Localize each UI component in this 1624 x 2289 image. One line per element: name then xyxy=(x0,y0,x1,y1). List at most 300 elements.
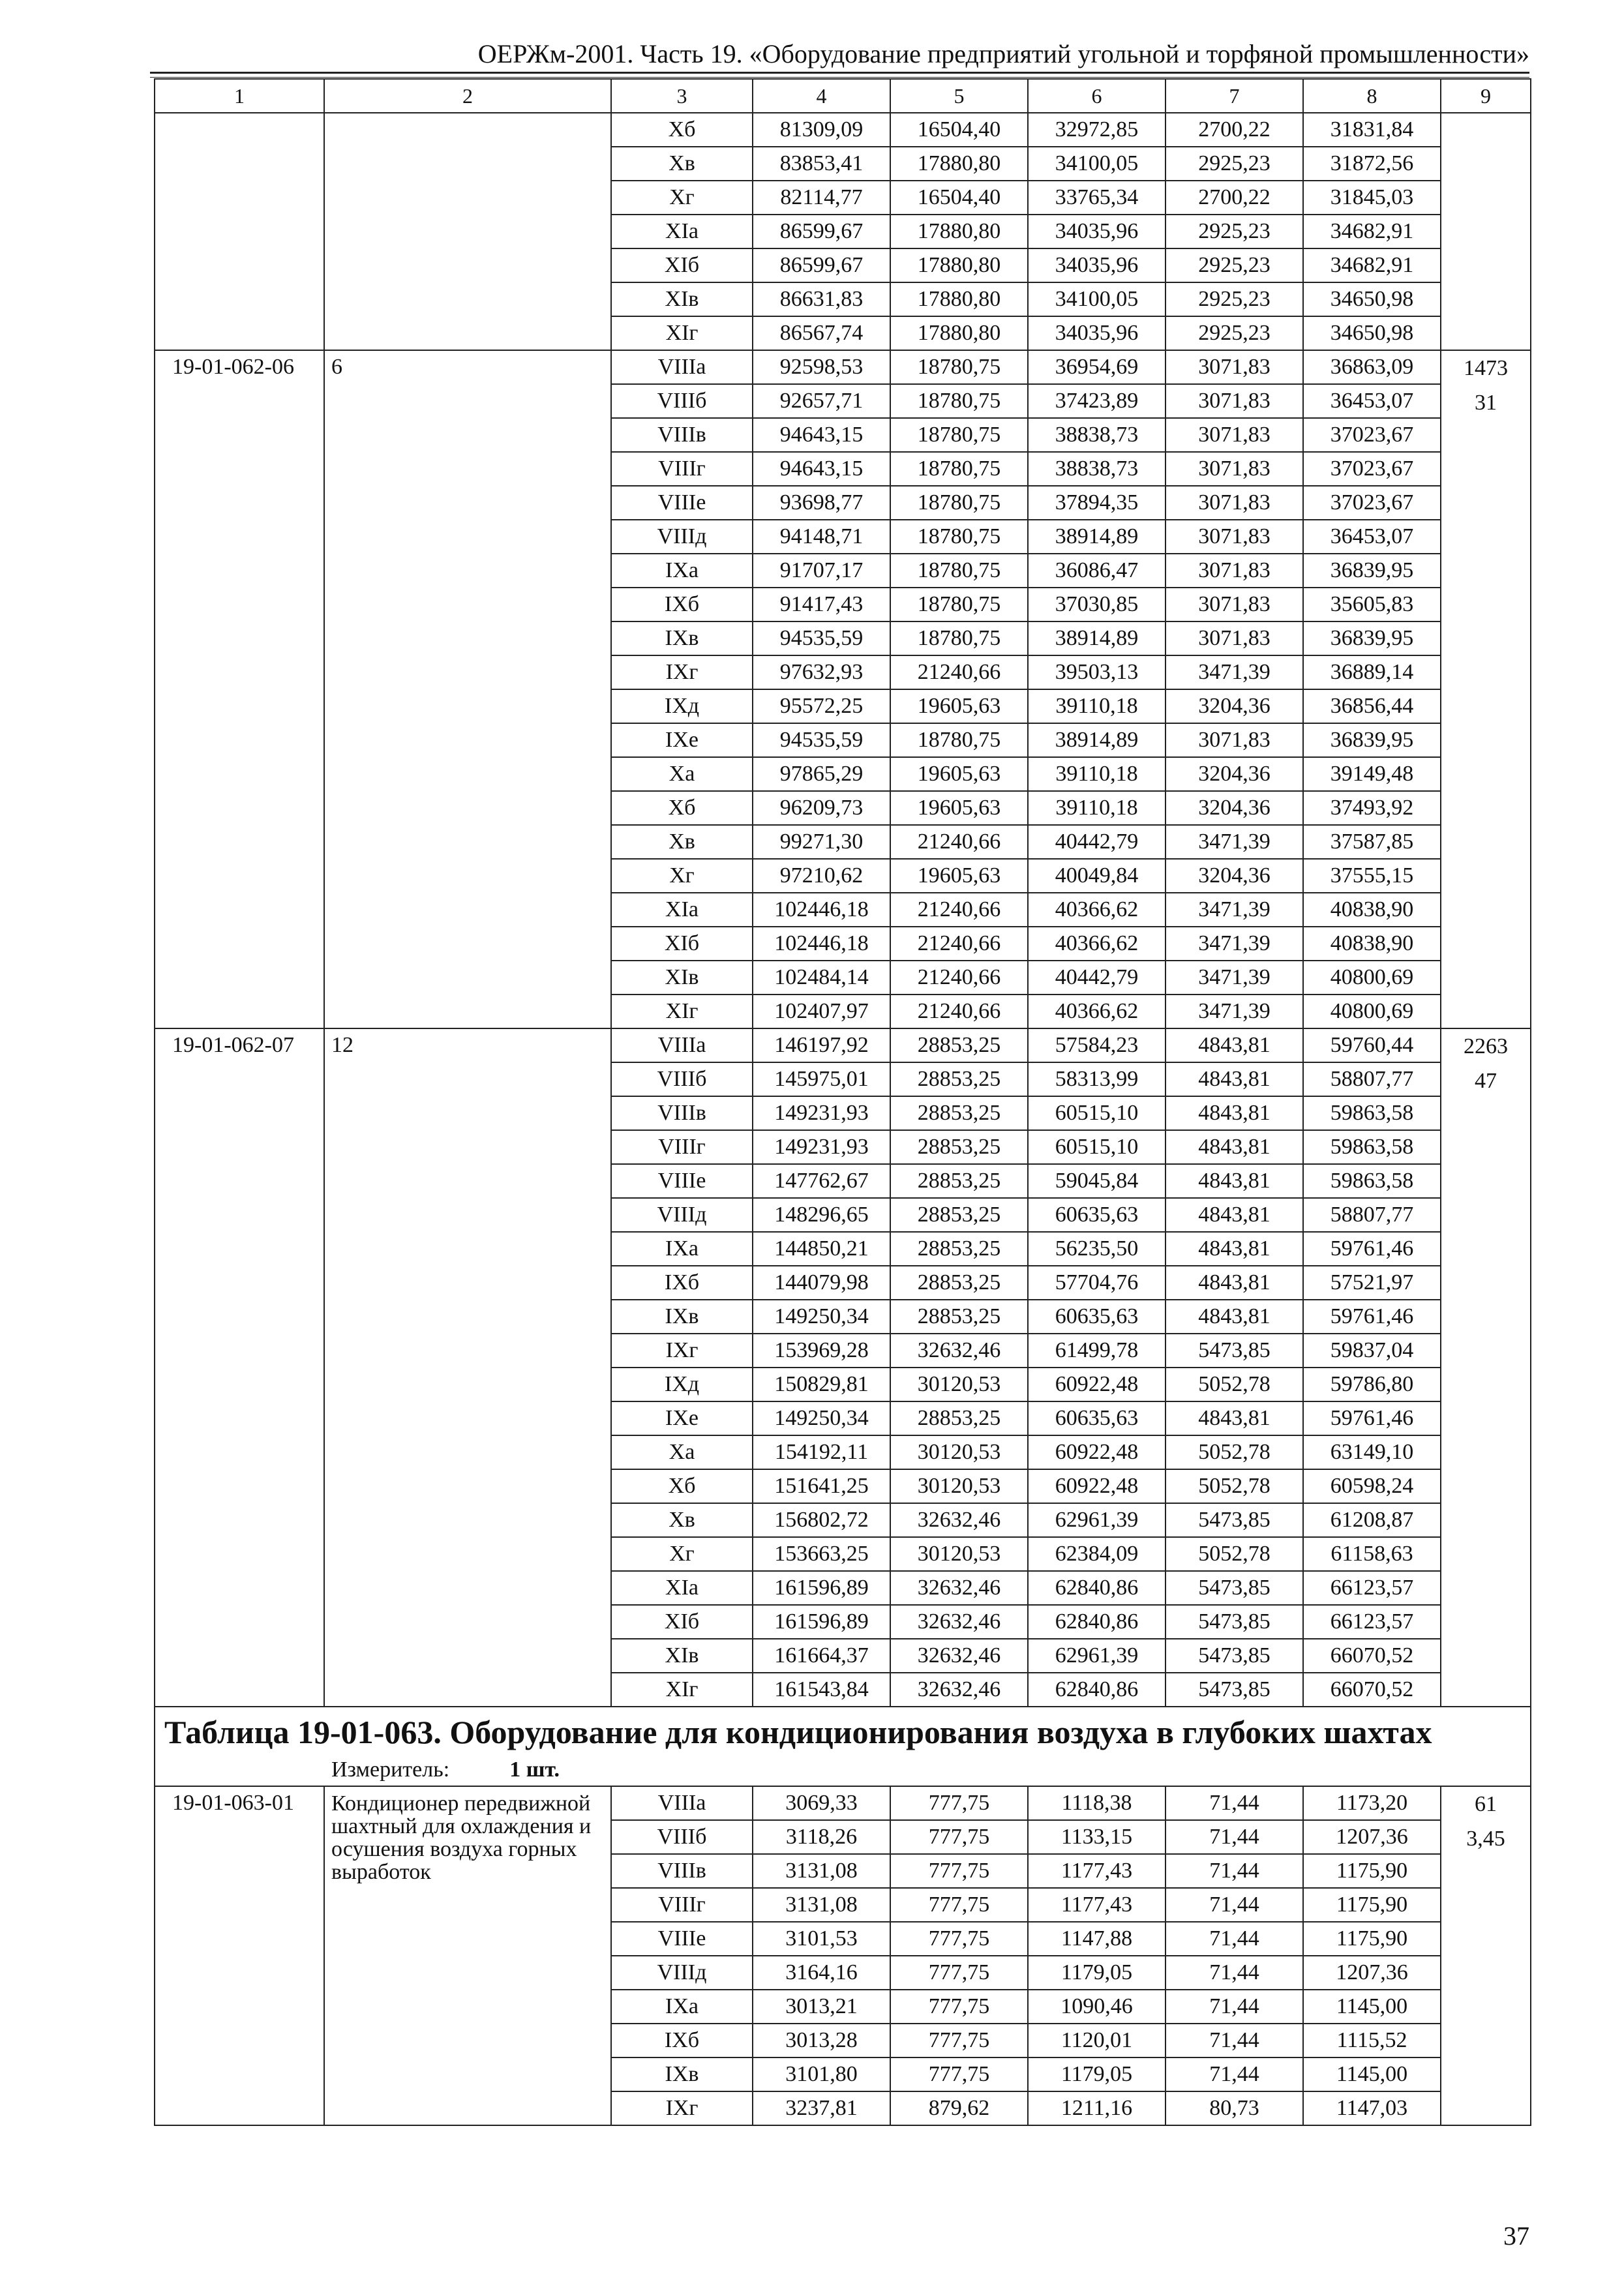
value-cell: 1090,46 xyxy=(1028,1990,1165,2024)
zone-cell: IXа xyxy=(611,554,753,588)
value-cell: 59863,58 xyxy=(1303,1164,1441,1198)
value-cell: 21240,66 xyxy=(890,927,1028,961)
value-cell: 59761,46 xyxy=(1303,1401,1441,1435)
value-cell: 3071,83 xyxy=(1165,520,1303,554)
value-cell: 36856,44 xyxy=(1303,689,1441,723)
value-cell: 34100,05 xyxy=(1028,147,1165,181)
value-cell: 86631,83 xyxy=(753,282,890,316)
value-cell: 156802,72 xyxy=(753,1503,890,1537)
value-cell: 4843,81 xyxy=(1165,1401,1303,1435)
value-cell: 59863,58 xyxy=(1303,1096,1441,1130)
value-cell: 5473,85 xyxy=(1165,1605,1303,1639)
value-cell: 71,44 xyxy=(1165,1786,1303,1820)
value-cell: 40800,69 xyxy=(1303,961,1441,995)
value-cell: 71,44 xyxy=(1165,1820,1303,1854)
table-title: Таблица 19-01-063. Оборудование для кондиционирования воздуха в глубоких шахтах xyxy=(164,1714,1432,1750)
zone-cell: IXг xyxy=(611,655,753,689)
value-cell: 36839,95 xyxy=(1303,723,1441,757)
value-cell: 32972,85 xyxy=(1028,113,1165,147)
value-cell: 18780,75 xyxy=(890,520,1028,554)
value-cell: 71,44 xyxy=(1165,1956,1303,1990)
zone-cell: Хв xyxy=(611,147,753,181)
value-cell: 161664,37 xyxy=(753,1639,890,1673)
value-cell: 71,44 xyxy=(1165,1854,1303,1888)
zone-cell: IXв xyxy=(611,1300,753,1334)
value-cell: 3071,83 xyxy=(1165,554,1303,588)
value-cell: 5473,85 xyxy=(1165,1334,1303,1368)
value-cell: 28853,25 xyxy=(890,1062,1028,1096)
value-cell: 36863,09 xyxy=(1303,350,1441,384)
position-code: 19-01-062-07 xyxy=(155,1028,324,1707)
zone-cell: IXв xyxy=(611,621,753,655)
value-cell: 61499,78 xyxy=(1028,1334,1165,1368)
value-cell: 60515,10 xyxy=(1028,1096,1165,1130)
extra-value: 31 xyxy=(1475,391,1497,415)
value-cell: 18780,75 xyxy=(890,486,1028,520)
value-cell: 777,75 xyxy=(890,1990,1028,2024)
column-number: 2 xyxy=(324,79,611,113)
value-cell: 57521,97 xyxy=(1303,1266,1441,1300)
value-cell: 3118,26 xyxy=(753,1820,890,1854)
value-cell: 60598,24 xyxy=(1303,1469,1441,1503)
zone-cell: VIIIб xyxy=(611,1820,753,1854)
table-row xyxy=(155,1028,1531,1062)
value-cell: 3071,83 xyxy=(1165,621,1303,655)
value-cell: 2925,23 xyxy=(1165,316,1303,350)
zone-cell: IXд xyxy=(611,1368,753,1401)
zone-cell: Ха xyxy=(611,757,753,791)
value-cell: 40838,90 xyxy=(1303,893,1441,927)
value-cell: 37587,85 xyxy=(1303,825,1441,859)
value-cell: 39503,13 xyxy=(1028,655,1165,689)
value-cell: 3013,21 xyxy=(753,1990,890,2024)
zone-cell: IXа xyxy=(611,1990,753,2024)
value-cell: 28853,25 xyxy=(890,1266,1028,1300)
value-cell: 5473,85 xyxy=(1165,1639,1303,1673)
column-number: 6 xyxy=(1028,79,1165,113)
value-cell: 30120,53 xyxy=(890,1537,1028,1571)
value-cell: 59761,46 xyxy=(1303,1300,1441,1334)
value-cell: 1177,43 xyxy=(1028,1888,1165,1922)
zone-cell: VIIIд xyxy=(611,1198,753,1232)
value-cell: 94535,59 xyxy=(753,621,890,655)
value-cell: 3013,28 xyxy=(753,2024,890,2057)
extra-value: 61 xyxy=(1475,1792,1497,1816)
header-rule-thin xyxy=(150,77,1529,78)
value-cell: 3071,83 xyxy=(1165,384,1303,418)
column-number-row xyxy=(155,79,1531,113)
value-cell: 18780,75 xyxy=(890,621,1028,655)
value-cell: 777,75 xyxy=(890,2024,1028,2057)
value-cell: 19605,63 xyxy=(890,859,1028,893)
value-cell: 5473,85 xyxy=(1165,1571,1303,1605)
value-cell: 3071,83 xyxy=(1165,452,1303,486)
value-cell: 37023,67 xyxy=(1303,418,1441,452)
value-cell: 777,75 xyxy=(890,1956,1028,1990)
value-cell: 40049,84 xyxy=(1028,859,1165,893)
value-cell: 39149,48 xyxy=(1303,757,1441,791)
value-cell: 879,62 xyxy=(890,2091,1028,2125)
value-cell: 40442,79 xyxy=(1028,825,1165,859)
value-cell: 1173,20 xyxy=(1303,1786,1441,1820)
column-number: 5 xyxy=(890,79,1028,113)
zone-cell: XIб xyxy=(611,927,753,961)
value-cell: 1133,15 xyxy=(1028,1820,1165,1854)
value-cell: 30120,53 xyxy=(890,1469,1028,1503)
zone-cell: IXв xyxy=(611,2057,753,2091)
value-cell: 57584,23 xyxy=(1028,1028,1165,1062)
measure-label: Измеритель: xyxy=(331,1758,450,1782)
value-cell: 66070,52 xyxy=(1303,1639,1441,1673)
value-cell: 5473,85 xyxy=(1165,1503,1303,1537)
value-cell: 21240,66 xyxy=(890,655,1028,689)
value-cell: 31845,03 xyxy=(1303,181,1441,215)
value-cell: 28853,25 xyxy=(890,1028,1028,1062)
value-cell: 161596,89 xyxy=(753,1605,890,1639)
value-cell: 62840,86 xyxy=(1028,1605,1165,1639)
value-cell: 60515,10 xyxy=(1028,1130,1165,1164)
value-cell: 1211,16 xyxy=(1028,2091,1165,2125)
value-cell: 96209,73 xyxy=(753,791,890,825)
value-cell: 149250,34 xyxy=(753,1300,890,1334)
value-cell: 36839,95 xyxy=(1303,621,1441,655)
value-cell: 36453,07 xyxy=(1303,384,1441,418)
zone-cell: XIа xyxy=(611,215,753,248)
value-cell: 34035,96 xyxy=(1028,215,1165,248)
table-row xyxy=(155,350,1531,384)
column-number: 3 xyxy=(611,79,753,113)
value-cell: 28853,25 xyxy=(890,1130,1028,1164)
value-cell: 21240,66 xyxy=(890,893,1028,927)
value-cell: 82114,77 xyxy=(753,181,890,215)
value-cell: 60635,63 xyxy=(1028,1300,1165,1334)
value-cell: 18780,75 xyxy=(890,723,1028,757)
value-cell: 161596,89 xyxy=(753,1571,890,1605)
zone-cell: Хг xyxy=(611,181,753,215)
column-number: 7 xyxy=(1165,79,1303,113)
value-cell: 92657,71 xyxy=(753,384,890,418)
zone-cell: IXб xyxy=(611,588,753,621)
value-cell: 97210,62 xyxy=(753,859,890,893)
value-cell: 59761,46 xyxy=(1303,1232,1441,1266)
page-number: 37 xyxy=(1503,2221,1529,2251)
extra-value: 3,45 xyxy=(1466,1827,1505,1851)
value-cell: 71,44 xyxy=(1165,2057,1303,2091)
value-cell: 18780,75 xyxy=(890,384,1028,418)
value-cell: 4843,81 xyxy=(1165,1096,1303,1130)
value-cell: 21240,66 xyxy=(890,961,1028,995)
value-cell: 83853,41 xyxy=(753,147,890,181)
extra-cell xyxy=(1441,1786,1531,2125)
zone-cell: XIг xyxy=(611,995,753,1028)
value-cell: 4843,81 xyxy=(1165,1130,1303,1164)
zone-cell: XIг xyxy=(611,316,753,350)
value-cell: 4843,81 xyxy=(1165,1198,1303,1232)
value-cell: 36086,47 xyxy=(1028,554,1165,588)
zone-cell: XIв xyxy=(611,1639,753,1673)
value-cell: 28853,25 xyxy=(890,1164,1028,1198)
value-cell: 777,75 xyxy=(890,1854,1028,1888)
value-cell: 5473,85 xyxy=(1165,1673,1303,1707)
position-code: 19-01-062-06 xyxy=(155,350,324,1028)
measure xyxy=(164,1754,1521,1786)
value-cell: 95572,25 xyxy=(753,689,890,723)
value-cell: 3164,16 xyxy=(753,1956,890,1990)
value-cell: 1207,36 xyxy=(1303,1956,1441,1990)
value-cell: 40366,62 xyxy=(1028,893,1165,927)
value-cell: 58807,77 xyxy=(1303,1062,1441,1096)
zone-cell: IXг xyxy=(611,2091,753,2125)
column-number: 8 xyxy=(1303,79,1441,113)
position-name xyxy=(324,113,611,350)
value-cell: 3101,53 xyxy=(753,1922,890,1956)
value-cell: 3204,36 xyxy=(1165,791,1303,825)
value-cell: 2700,22 xyxy=(1165,181,1303,215)
value-cell: 28853,25 xyxy=(890,1096,1028,1130)
value-cell: 34682,91 xyxy=(1303,215,1441,248)
value-cell: 1175,90 xyxy=(1303,1888,1441,1922)
value-cell: 66123,57 xyxy=(1303,1571,1441,1605)
value-cell: 36453,07 xyxy=(1303,520,1441,554)
column-number: 9 xyxy=(1441,79,1531,113)
value-cell: 2925,23 xyxy=(1165,248,1303,282)
value-cell: 17880,80 xyxy=(890,282,1028,316)
value-cell: 91707,17 xyxy=(753,554,890,588)
value-cell: 2925,23 xyxy=(1165,147,1303,181)
value-cell: 102407,97 xyxy=(753,995,890,1028)
zone-cell: VIIIв xyxy=(611,418,753,452)
zone-cell: XIа xyxy=(611,1571,753,1605)
value-cell: 3471,39 xyxy=(1165,995,1303,1028)
zone-cell: VIIIа xyxy=(611,1028,753,1062)
value-cell: 4843,81 xyxy=(1165,1028,1303,1062)
value-cell: 38838,73 xyxy=(1028,418,1165,452)
value-cell: 2700,22 xyxy=(1165,113,1303,147)
value-cell: 39110,18 xyxy=(1028,791,1165,825)
value-cell: 60635,63 xyxy=(1028,1401,1165,1435)
measure-unit: 1 шт. xyxy=(509,1758,560,1782)
value-cell: 21240,66 xyxy=(890,995,1028,1028)
value-cell: 58807,77 xyxy=(1303,1198,1441,1232)
value-cell: 34650,98 xyxy=(1303,316,1441,350)
value-cell: 91417,43 xyxy=(753,588,890,621)
zone-cell: VIIIд xyxy=(611,1956,753,1990)
zone-cell: VIIIд xyxy=(611,520,753,554)
value-cell: 19605,63 xyxy=(890,757,1028,791)
value-cell: 5052,78 xyxy=(1165,1469,1303,1503)
value-cell: 59863,58 xyxy=(1303,1130,1441,1164)
value-cell: 3471,39 xyxy=(1165,655,1303,689)
value-cell: 39110,18 xyxy=(1028,757,1165,791)
value-cell: 71,44 xyxy=(1165,1922,1303,1956)
value-cell: 102446,18 xyxy=(753,893,890,927)
value-cell: 1179,05 xyxy=(1028,2057,1165,2091)
value-cell: 32632,46 xyxy=(890,1639,1028,1673)
value-cell: 3471,39 xyxy=(1165,961,1303,995)
value-cell: 3471,39 xyxy=(1165,927,1303,961)
value-cell: 58313,99 xyxy=(1028,1062,1165,1096)
value-cell: 1118,38 xyxy=(1028,1786,1165,1820)
value-cell: 60922,48 xyxy=(1028,1435,1165,1469)
value-cell: 32632,46 xyxy=(890,1673,1028,1707)
zone-cell: Хв xyxy=(611,825,753,859)
value-cell: 17880,80 xyxy=(890,215,1028,248)
value-cell: 30120,53 xyxy=(890,1368,1028,1401)
zone-cell: Хг xyxy=(611,859,753,893)
value-cell: 40366,62 xyxy=(1028,995,1165,1028)
value-cell: 18780,75 xyxy=(890,554,1028,588)
value-cell: 1175,90 xyxy=(1303,1854,1441,1888)
value-cell: 1177,43 xyxy=(1028,1854,1165,1888)
value-cell: 94535,59 xyxy=(753,723,890,757)
position-code xyxy=(155,113,324,350)
zone-cell: Хб xyxy=(611,1469,753,1503)
value-cell: 3101,80 xyxy=(753,2057,890,2091)
value-cell: 86599,67 xyxy=(753,215,890,248)
price-table xyxy=(154,78,1531,2126)
value-cell: 33765,34 xyxy=(1028,181,1165,215)
value-cell: 102484,14 xyxy=(753,961,890,995)
value-cell: 71,44 xyxy=(1165,2024,1303,2057)
zone-cell: XIв xyxy=(611,282,753,316)
value-cell: 60635,63 xyxy=(1028,1198,1165,1232)
value-cell: 3471,39 xyxy=(1165,825,1303,859)
value-cell: 147762,67 xyxy=(753,1164,890,1198)
zone-cell: VIIIг xyxy=(611,1130,753,1164)
value-cell: 32632,46 xyxy=(890,1571,1028,1605)
value-cell: 1115,52 xyxy=(1303,2024,1441,2057)
table-title-row xyxy=(155,1707,1531,1786)
value-cell: 3237,81 xyxy=(753,2091,890,2125)
value-cell: 62840,86 xyxy=(1028,1571,1165,1605)
value-cell: 3131,08 xyxy=(753,1888,890,1922)
zone-cell: XIа xyxy=(611,893,753,927)
value-cell: 5052,78 xyxy=(1165,1537,1303,1571)
value-cell: 1207,36 xyxy=(1303,1820,1441,1854)
value-cell: 97865,29 xyxy=(753,757,890,791)
value-cell: 4843,81 xyxy=(1165,1062,1303,1096)
value-cell: 34100,05 xyxy=(1028,282,1165,316)
value-cell: 18780,75 xyxy=(890,588,1028,621)
value-cell: 37894,35 xyxy=(1028,486,1165,520)
value-cell: 146197,92 xyxy=(753,1028,890,1062)
value-cell: 59786,80 xyxy=(1303,1368,1441,1401)
value-cell: 3071,83 xyxy=(1165,486,1303,520)
extra-cell xyxy=(1441,1028,1531,1707)
value-cell: 38914,89 xyxy=(1028,621,1165,655)
value-cell: 16504,40 xyxy=(890,113,1028,147)
value-cell: 81309,09 xyxy=(753,113,890,147)
value-cell: 18780,75 xyxy=(890,418,1028,452)
zone-cell: XIв xyxy=(611,961,753,995)
extra-value: 47 xyxy=(1475,1069,1497,1093)
value-cell: 37555,15 xyxy=(1303,859,1441,893)
value-cell: 4843,81 xyxy=(1165,1300,1303,1334)
value-cell: 1175,90 xyxy=(1303,1922,1441,1956)
column-number: 4 xyxy=(753,79,890,113)
value-cell: 59045,84 xyxy=(1028,1164,1165,1198)
value-cell: 17880,80 xyxy=(890,147,1028,181)
value-cell: 4843,81 xyxy=(1165,1266,1303,1300)
value-cell: 149231,93 xyxy=(753,1130,890,1164)
value-cell: 36839,95 xyxy=(1303,554,1441,588)
value-cell: 56235,50 xyxy=(1028,1232,1165,1266)
position-name: Кондиционер передвижной шахтный для охлаждения и осушения воздуха горных выработок xyxy=(324,1786,611,2125)
position-code: 19-01-063-01 xyxy=(155,1786,324,2125)
value-cell: 2925,23 xyxy=(1165,282,1303,316)
zone-cell: XIб xyxy=(611,1605,753,1639)
value-cell: 777,75 xyxy=(890,1888,1028,1922)
value-cell: 153969,28 xyxy=(753,1334,890,1368)
value-cell: 149231,93 xyxy=(753,1096,890,1130)
zone-cell: Хб xyxy=(611,791,753,825)
value-cell: 94148,71 xyxy=(753,520,890,554)
value-cell: 71,44 xyxy=(1165,1990,1303,2024)
value-cell: 40838,90 xyxy=(1303,927,1441,961)
value-cell: 57704,76 xyxy=(1028,1266,1165,1300)
extra-cell xyxy=(1441,350,1531,1028)
value-cell: 35605,83 xyxy=(1303,588,1441,621)
zone-cell: IXа xyxy=(611,1232,753,1266)
zone-cell: XIб xyxy=(611,248,753,282)
value-cell: 31831,84 xyxy=(1303,113,1441,147)
value-cell: 19605,63 xyxy=(890,689,1028,723)
value-cell: 86599,67 xyxy=(753,248,890,282)
extra-value: 1473 xyxy=(1464,356,1508,380)
value-cell: 148296,65 xyxy=(753,1198,890,1232)
value-cell: 3204,36 xyxy=(1165,689,1303,723)
value-cell: 3071,83 xyxy=(1165,418,1303,452)
value-cell: 153663,25 xyxy=(753,1537,890,1571)
zone-cell: VIIIг xyxy=(611,452,753,486)
value-cell: 99271,30 xyxy=(753,825,890,859)
value-cell: 34035,96 xyxy=(1028,316,1165,350)
value-cell: 60922,48 xyxy=(1028,1469,1165,1503)
value-cell: 17880,80 xyxy=(890,316,1028,350)
zone-cell: IXб xyxy=(611,2024,753,2057)
value-cell: 3071,83 xyxy=(1165,723,1303,757)
extra-cell xyxy=(1441,113,1531,350)
value-cell: 3204,36 xyxy=(1165,859,1303,893)
position-name: 6 xyxy=(324,350,611,1028)
value-cell: 1120,01 xyxy=(1028,2024,1165,2057)
value-cell: 62384,09 xyxy=(1028,1537,1165,1571)
value-cell: 34035,96 xyxy=(1028,248,1165,282)
value-cell: 86567,74 xyxy=(753,316,890,350)
value-cell: 1147,88 xyxy=(1028,1922,1165,1956)
value-cell: 150829,81 xyxy=(753,1368,890,1401)
value-cell: 36954,69 xyxy=(1028,350,1165,384)
value-cell: 36889,14 xyxy=(1303,655,1441,689)
value-cell: 16504,40 xyxy=(890,181,1028,215)
value-cell: 32632,46 xyxy=(890,1605,1028,1639)
position-name: 12 xyxy=(324,1028,611,1707)
zone-cell: Хв xyxy=(611,1503,753,1537)
value-cell: 2925,23 xyxy=(1165,215,1303,248)
value-cell: 59837,04 xyxy=(1303,1334,1441,1368)
value-cell: 38914,89 xyxy=(1028,520,1165,554)
value-cell: 144850,21 xyxy=(753,1232,890,1266)
zone-cell: IXе xyxy=(611,723,753,757)
zone-cell: VIIIв xyxy=(611,1096,753,1130)
value-cell: 1145,00 xyxy=(1303,2057,1441,2091)
value-cell: 59760,44 xyxy=(1303,1028,1441,1062)
value-cell: 39110,18 xyxy=(1028,689,1165,723)
value-cell: 62961,39 xyxy=(1028,1639,1165,1673)
value-cell: 3204,36 xyxy=(1165,757,1303,791)
value-cell: 28853,25 xyxy=(890,1232,1028,1266)
value-cell: 71,44 xyxy=(1165,1888,1303,1922)
